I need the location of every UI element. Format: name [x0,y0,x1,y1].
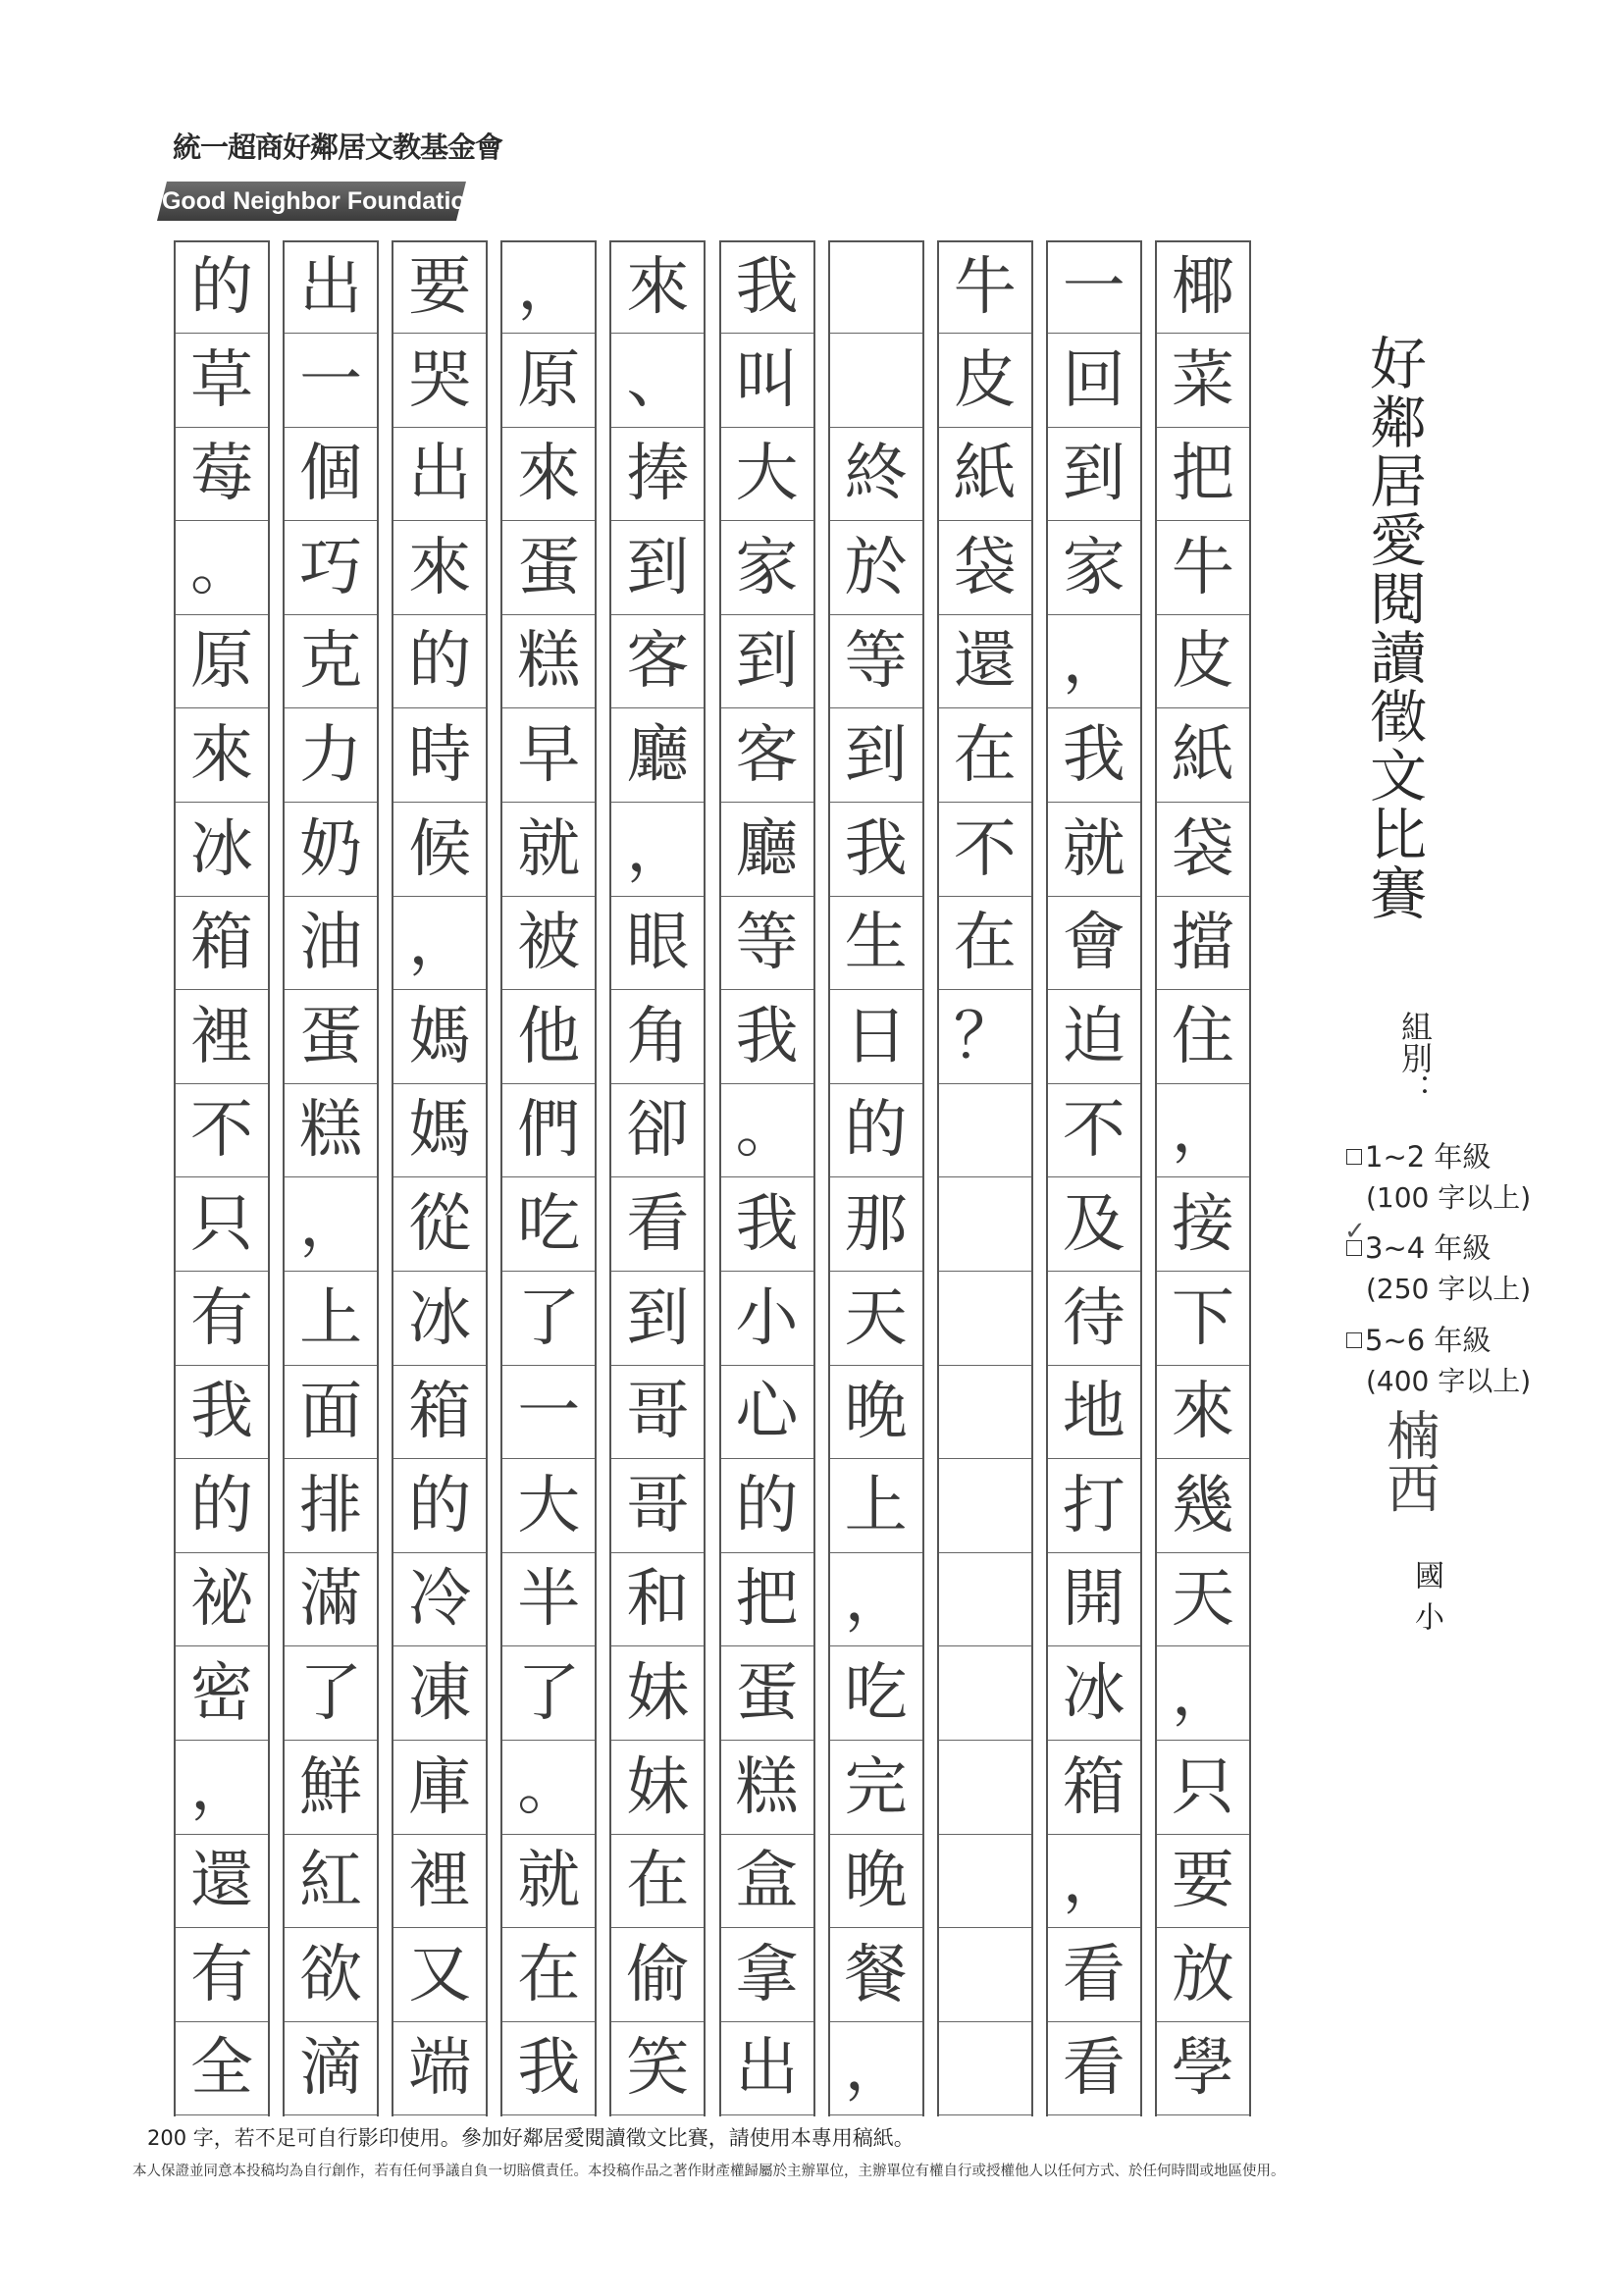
grid-cell: ， [1048,615,1140,708]
grid-cell: 小 [721,1273,813,1366]
grid-cell: 椰 [1157,240,1249,334]
checkbox-icon[interactable] [1346,1149,1362,1165]
grid-cell: 吃 [502,1178,595,1272]
grid-cell: ， [1157,1084,1249,1177]
grid-cell: 大 [502,1460,595,1553]
contest-title: 好鄰居愛閱讀徵文比賽 [1360,334,1427,922]
grid-cell: 客 [611,615,704,708]
grid-cell: 密 [176,1647,268,1741]
grid-cell: 裡 [176,991,268,1084]
grid-cell: 哥 [611,1460,704,1553]
grid-cell: 紙 [1157,709,1249,803]
grid-cell: ， [1048,1835,1140,1928]
grid-cell: 終 [830,428,922,521]
grid-cell: 蛋 [285,991,377,1084]
grid-cell: 冷 [393,1553,486,1646]
grid-cell: 油 [285,897,377,990]
grid-cell: 拿 [721,1929,813,2022]
grid-cell [939,1553,1031,1646]
grid-cell: 牛 [939,240,1031,334]
grid-cell: 住 [1157,991,1249,1084]
grid-cell [830,240,922,334]
group-label: 組別： [1396,1011,1434,1105]
grid-cell: 看 [1048,1929,1140,2022]
school-type-label: 國小 [1409,1560,1443,1643]
grade-label: 3~4 年級 [1365,1231,1492,1265]
grid-cell [939,1084,1031,1177]
grid-cell: 不 [1048,1084,1140,1177]
grid-cell: 候 [393,804,486,897]
grid-cell: 半 [502,1553,595,1646]
grid-cell: 擋 [1157,897,1249,990]
grid-cell: 時 [393,709,486,803]
grid-cell: ， [830,1553,922,1646]
grid-cell: 生 [830,897,922,990]
grid-cell: 哭 [393,335,486,428]
grid-cell: 幾 [1157,1460,1249,1553]
grade-label: 1~2 年級 [1365,1140,1492,1174]
grid-cell: 天 [1157,1553,1249,1646]
grid-cell: 。 [721,1084,813,1177]
grid-cell: ， [285,1178,377,1272]
grid-cell: 我 [176,1366,268,1459]
grid-cell: 大 [721,428,813,521]
grid-column [719,240,815,2116]
grid-column [1046,240,1142,2116]
grid-cell: 又 [393,1929,486,2022]
grid-cell: 眼 [611,897,704,990]
grid-cell: 角 [611,991,704,1084]
grid-cell: 我 [721,240,813,334]
grid-cell: 餐 [830,1929,922,2022]
grade-requirement: (100 字以上) [1366,1181,1532,1214]
grid-cell: 還 [939,615,1031,708]
grid-cell: 等 [830,615,922,708]
grid-cell: 我 [1048,709,1140,803]
grid-column [1155,240,1251,2116]
grid-cell: 不 [176,1084,268,1177]
grid-cell: 箱 [1048,1742,1140,1835]
grid-cell: 廳 [611,709,704,803]
grid-cell: 放 [1157,1929,1249,2022]
grid-column [609,240,706,2116]
footer-disclaimer: 本人保證並同意本投稿均為自行創作，若有任何爭議自負一切賠償責任。本投稿作品之著作財產權歸屬於主辦單位，主辦單位有權自行或授權他人以任何方式、於任何時間或地區使用。 [132,2164,1285,2179]
grid-cell: 一 [502,1366,595,1459]
grid-cell: 的 [721,1460,813,1553]
grid-cell: 原 [176,615,268,708]
grid-cell: 紅 [285,1835,377,1928]
grid-cell: 天 [830,1273,922,1366]
grid-cell: 紙 [939,428,1031,521]
foundation-name: Good Neighbor Foundation [161,187,481,215]
grid-cell: 看 [611,1178,704,1272]
grid-cell: 皮 [939,335,1031,428]
grid-cell: 凍 [393,1647,486,1741]
grid-cell: ， [1157,1647,1249,1741]
grid-cell: 了 [285,1647,377,1741]
grid-cell: 一 [1048,240,1140,334]
grid-cell: 端 [393,2022,486,2115]
grid-cell: 客 [721,709,813,803]
grid-cell: 完 [830,1742,922,1835]
check-mark-icon: ✓ [1344,1217,1366,1246]
grid-cell: 日 [830,991,922,1084]
grid-cell: 媽 [393,991,486,1084]
grid-cell: ？ [939,991,1031,1084]
grid-cell: 到 [830,709,922,803]
grid-cell: 到 [721,615,813,708]
grid-cell: 我 [721,1178,813,1272]
grid-cell: 袋 [939,522,1031,615]
grade-option-1-2[interactable] [1346,1135,1491,1175]
grid-cell: 庫 [393,1742,486,1835]
grid-cell: 開 [1048,1553,1140,1646]
foundation-banner [157,182,481,221]
grid-cell: 草 [176,335,268,428]
grid-cell [939,1460,1031,1553]
grid-cell: 排 [285,1460,377,1553]
grid-cell: 學 [1157,2022,1249,2115]
grid-cell: 捧 [611,428,704,521]
grid-cell: 吃 [830,1647,922,1741]
grid-cell: 把 [721,1553,813,1646]
grid-cell: 盒 [721,1835,813,1928]
grid-cell: 滴 [285,2022,377,2115]
grid-cell [939,1742,1031,1835]
grid-cell: 力 [285,709,377,803]
grid-cell [830,335,922,428]
grid-cell: 地 [1048,1366,1140,1459]
grid-cell: 蛋 [721,1647,813,1741]
grid-cell: 等 [721,897,813,990]
grid-cell: 接 [1157,1178,1249,1272]
grid-cell: 巧 [285,522,377,615]
grid-cell: 偷 [611,1929,704,2022]
grid-cell: 下 [1157,1273,1249,1366]
grid-cell: 叫 [721,335,813,428]
grid-cell: 袋 [1157,804,1249,897]
grid-column [828,240,924,2116]
grid-cell: 。 [176,522,268,615]
grid-cell: 滿 [285,1553,377,1646]
grid-cell: 晚 [830,1366,922,1459]
grid-cell: 了 [502,1647,595,1741]
grid-cell: 在 [939,897,1031,990]
grid-cell: 箱 [393,1366,486,1459]
grid-cell: 祕 [176,1553,268,1646]
grid-cell: 卻 [611,1084,704,1177]
grid-column [392,240,488,2116]
grade-option-3-4[interactable] [1344,1217,1492,1267]
grade-label: 5~6 年級 [1365,1324,1492,1357]
grid-cell: ， [176,1742,268,1835]
organization-name: 統一超商好鄰居文教基金會 [173,130,503,164]
grid-cell: 要 [1157,1835,1249,1928]
grid-cell: 的 [176,1460,268,1553]
grid-cell: 迫 [1048,991,1140,1084]
checkbox-icon[interactable] [1346,1332,1362,1348]
footer-note: 200 字，若不足可自行影印使用。參加好鄰居愛閱讀徵文比賽，請使用本專用稿紙。 [147,2126,915,2150]
grid-cell: 來 [1157,1366,1249,1459]
grid-cell: 們 [502,1084,595,1177]
grid-cell: 哥 [611,1366,704,1459]
grid-cell: 及 [1048,1178,1140,1272]
grid-cell: 奶 [285,804,377,897]
grid-cell: 早 [502,709,595,803]
grid-cell: 會 [1048,897,1140,990]
grid-cell: 出 [285,240,377,334]
grid-cell: 冰 [393,1273,486,1366]
grid-cell: 來 [176,709,268,803]
grid-cell: 家 [721,522,813,615]
grid-cell: 回 [1048,335,1140,428]
grid-cell: 皮 [1157,615,1249,708]
grid-cell: 我 [830,804,922,897]
grid-cell [939,1273,1031,1366]
grid-cell: 有 [176,1929,268,2022]
grid-cell: 全 [176,2022,268,2115]
grid-cell: 的 [393,615,486,708]
grid-cell: 於 [830,522,922,615]
grid-cell: 蛋 [502,522,595,615]
grid-cell: ， [502,240,595,334]
grid-cell: 和 [611,1553,704,1646]
grid-cell: 到 [611,522,704,615]
grid-cell: 就 [1048,804,1140,897]
grid-cell: 鮮 [285,1742,377,1835]
grid-cell [939,1366,1031,1459]
grade-requirement: (400 字以上) [1366,1365,1532,1397]
grid-cell: 要 [393,240,486,334]
grid-cell: 看 [1048,2022,1140,2115]
grade-option-5-6[interactable] [1346,1319,1491,1359]
grid-cell: 面 [285,1366,377,1459]
grid-cell: 。 [502,1742,595,1835]
grid-cell: 來 [611,240,704,334]
grid-cell: 的 [830,1084,922,1177]
grid-cell: 出 [721,2022,813,2115]
grid-cell: 在 [502,1929,595,2022]
grid-cell: 來 [393,522,486,615]
grid-cell: 心 [721,1366,813,1459]
grid-cell: 到 [1048,428,1140,521]
grid-cell: 廳 [721,804,813,897]
grid-cell: 上 [285,1273,377,1366]
grid-cell: 冰 [1048,1647,1140,1741]
grid-cell: 妹 [611,1742,704,1835]
grid-cell: 晚 [830,1835,922,1928]
grid-cell: 打 [1048,1460,1140,1553]
grid-cell: 一 [285,335,377,428]
grid-cell: ， [830,2022,922,2115]
grid-cell: 到 [611,1273,704,1366]
grid-cell: 我 [502,2022,595,2115]
grid-cell: 牛 [1157,522,1249,615]
grid-cell: 的 [393,1460,486,1553]
grid-cell: 原 [502,335,595,428]
grid-cell: 只 [1157,1742,1249,1835]
grid-cell: 冰 [176,804,268,897]
grid-cell: 從 [393,1178,486,1272]
grid-cell: 箱 [176,897,268,990]
grid-cell [939,1835,1031,1928]
grid-column [174,240,270,2116]
grid-cell: ， [393,897,486,990]
grid-column [283,240,379,2116]
grid-cell [939,1647,1031,1741]
grid-cell: 只 [176,1178,268,1272]
school-name-handwritten: 楠西 [1379,1408,1440,1514]
grid-column [937,240,1033,2116]
grid-cell: 上 [830,1460,922,1553]
grid-cell: 糕 [502,615,595,708]
grid-column [500,240,597,2116]
grid-cell: 來 [502,428,595,521]
grid-cell: 有 [176,1273,268,1366]
grid-cell: 菜 [1157,335,1249,428]
grid-cell: 笑 [611,2022,704,2115]
grid-cell: 克 [285,615,377,708]
grid-cell: 在 [611,1835,704,1928]
grid-cell: 待 [1048,1273,1140,1366]
manuscript-grid [174,240,1253,2116]
grid-cell: 還 [176,1835,268,1928]
grid-cell: 、 [611,335,704,428]
grid-cell: 被 [502,897,595,990]
grid-cell: 就 [502,1835,595,1928]
grid-cell: 在 [939,709,1031,803]
grid-cell [939,1178,1031,1272]
grid-cell: 裡 [393,1835,486,1928]
grid-cell: 妹 [611,1647,704,1741]
grid-cell: 莓 [176,428,268,521]
grid-cell: 了 [502,1273,595,1366]
grid-cell: 糕 [721,1742,813,1835]
grid-cell: 個 [285,428,377,521]
grid-cell: 糕 [285,1084,377,1177]
grid-cell: 把 [1157,428,1249,521]
grid-cell: 就 [502,804,595,897]
grid-cell: 那 [830,1178,922,1272]
grid-cell: ， [611,804,704,897]
grid-cell: 出 [393,428,486,521]
grid-cell: 不 [939,804,1031,897]
grid-cell [939,2022,1031,2115]
grid-cell [939,1929,1031,2022]
grid-cell: 家 [1048,522,1140,615]
grade-requirement: (250 字以上) [1366,1273,1532,1305]
grid-cell: 他 [502,991,595,1084]
grid-cell: 的 [176,240,268,334]
grid-cell: 欲 [285,1929,377,2022]
grid-cell: 媽 [393,1084,486,1177]
grid-cell: 我 [721,991,813,1084]
